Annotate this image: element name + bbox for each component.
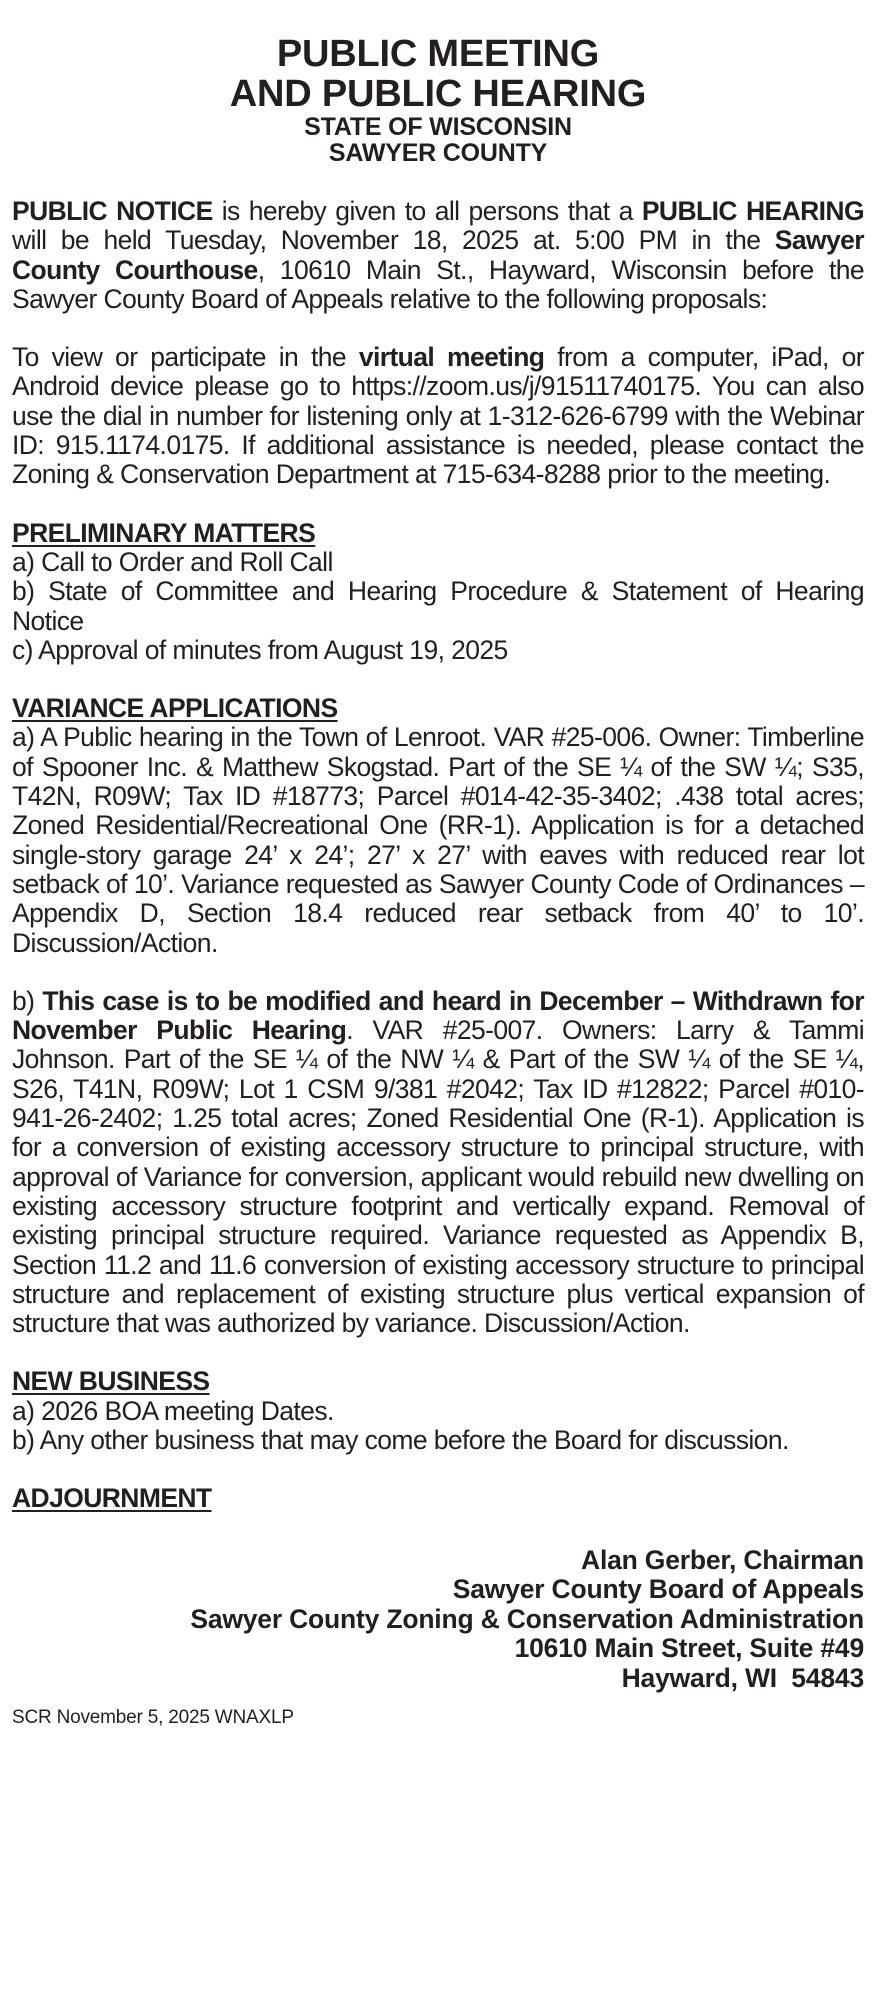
variance-b-text: . VAR #25-007. Owners: Larry & Tammi Johnson. Part of the SE ¼ of the NW ¼ & Part of the SW ¼ of the SE ¼, S26, T41N, R09W; Lot 1 CSM 9/381 #2042; Tax ID #12822; Parcel #010-941-26-2402; 1.25 total acres; Zoned Residential One (R-1). Application is for a conversion of existing accessory structure to principal structure, with approval of Variance for conversion, applicant would rebuild new dwelling on existing accessory structure footprint and vertically expand. Removal of existing principal structure required. Variance requested as Appendix B, Section 11.2 and 11.6 conversion of existing accessory structure to principal structure and replacement of existing structure plus vertical expansion of structure that was authorized by variance. Discussion/Action.: [12, 1015, 865, 1339]
header-title-line-2: AND PUBLIC HEARING: [229, 73, 647, 115]
notice-text-3: , 10610 Main St., Hayward, Wisconsin before the Sawyer County Board of Appeals relative to the following proposals:: [12, 254, 864, 314]
preliminary-item: a) Call to Order and Roll Call: [12, 546, 333, 577]
variance-item-b: [12, 987, 864, 1339]
variance-b-prefix: b): [12, 985, 43, 1016]
notice-bold-2: PUBLIC HEARING: [641, 196, 864, 226]
signature-board: Sawyer County Board of Appeals: [452, 1574, 864, 1605]
new-business-item: b) Any other business that may come before the Board for discussion.: [12, 1424, 789, 1455]
virtual-text-2: from a computer, iPad, or Android device please go to https://zoom.us/j/91511740175. You can also use the dial in number for listening only at 1-312-626-6799 with the Webinar ID: 915.1174.0175. If additional assistance is needed, please contact the Zoning & Conservation Department at 715-634-8288 prior to the meeting.: [12, 342, 864, 490]
new-business-item: a) 2026 BOA meeting Dates.: [12, 1395, 334, 1426]
variance-b-bold: This case is to be modified and heard in December – Withdrawn for November Public Hearing: [12, 985, 864, 1046]
notice-bold-1: PUBLIC NOTICE: [12, 196, 213, 226]
header-title-line-1: PUBLIC MEETING: [276, 33, 600, 75]
variance-heading: VARIANCE APPLICATIONS: [12, 693, 338, 724]
virtual-meeting-paragraph: [12, 343, 864, 489]
notice-header: [12, 34, 864, 166]
publication-code: SCR November 5, 2025 WNAXLP: [12, 1707, 294, 1729]
variance-item-a: a) A Public hearing in the Town of Lenroot. VAR #25-006. Owner: Timberline of Spooner Inc. & Matthew Skogstad. Part of the SE ¼ of the SW ¼; S35, T42N, R09W; Tax ID #18773; Parcel #014-42-35-3402; .438 total acres; Zoned Residential/Recreational One (RR-1). Application is for a detached single-story garage 24’ x 24’; 27’ x 27’ with eaves with reduced rear lot setback of 10’. Variance requested as Sawyer County Code of Ordinances – Appendix D, Section 18.4 reduced rear setback from 40’ to 10’. Discussion/Action.: [12, 722, 864, 958]
notice-bold-3: Sawyer County Courthouse: [12, 225, 864, 285]
preliminary-item: b) State of Committee and Hearing Procedure & Statement of Hearing Notice: [12, 576, 864, 636]
virtual-bold: virtual meeting: [358, 342, 545, 373]
notice-text-1: is hereby given to all persons that a: [212, 196, 642, 226]
virtual-text-1: To view or participate in the: [12, 342, 359, 373]
new-business-heading: NEW BUSINESS: [12, 1366, 210, 1397]
signature-street: 10610 Main Street, Suite #49: [514, 1633, 864, 1664]
notice-paragraph: [12, 197, 864, 314]
preliminary-heading: PRELIMINARY MATTERS: [12, 517, 316, 548]
header-county: SAWYER COUNTY: [328, 139, 548, 167]
signature-name: Alan Gerber, Chairman: [581, 1544, 864, 1575]
notice-text-2: will be held Tuesday, November 18, 2025 at. 5:00 PM in the: [12, 225, 775, 256]
header-state: STATE OF WISCONSIN: [304, 113, 572, 141]
preliminary-item: c) Approval of minutes from August 19, 2025: [12, 634, 508, 665]
signature-block: [12, 1546, 864, 1694]
adjournment-heading: ADJOURNMENT: [12, 1483, 212, 1514]
signature-city: Hayward, WI 54843: [621, 1662, 864, 1693]
signature-department: Sawyer County Zoning & Conservation Administration: [190, 1603, 864, 1634]
legal-notice: [12, 0, 864, 1729]
